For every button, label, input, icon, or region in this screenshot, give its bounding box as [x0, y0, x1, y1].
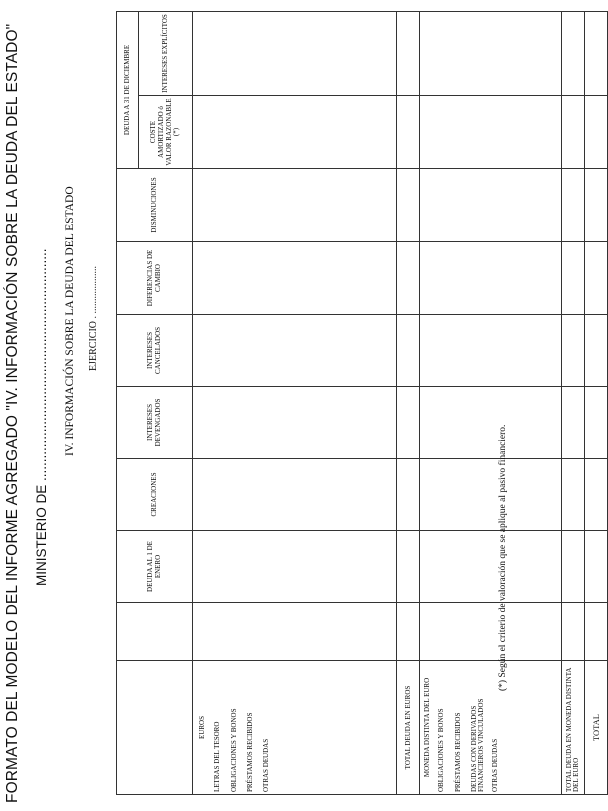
row-obligaciones-2: OBLIGACIONES Y BONOS	[437, 708, 446, 792]
table-row	[420, 11, 562, 794]
row-total-moneda: TOTAL DEUDA EN MONEDA DISTINTA DEL EURO	[562, 661, 585, 795]
col-disminuciones: DISMINUCIONES	[117, 169, 193, 242]
col-coste-amortizado: COSTE AMORTIZADO ó VALOR RAZONABLE (*)	[139, 96, 193, 169]
row-letras: LETRAS DEL TESORO	[213, 721, 222, 792]
row-obligaciones: OBLIGACIONES Y BONOS	[229, 708, 238, 792]
table-row	[193, 11, 397, 794]
row-euros: EUROS	[198, 716, 206, 739]
row-otras: OTRAS DEUDAS	[262, 738, 271, 792]
header-blank	[117, 661, 193, 795]
ejercicio-line: EJERCICIO . ...................	[88, 266, 99, 371]
moneda-group-cell	[420, 661, 562, 795]
document-title: FORMATO DEL MODELO DEL INFORME AGREGADO "IV. INFORMACIÓN SOBRE LA DEUDA DEL ESTADO"	[4, 23, 21, 803]
row-prestamos-2: PRÉSTAMOS RECIBIDOS	[453, 712, 462, 792]
euros-group-cell	[193, 661, 397, 795]
col-diferencias-cambio: DIFERENCIAS DE CAMBIO	[117, 242, 193, 315]
col-deuda-enero: DEUDA AL 1 DE ENERO	[117, 531, 193, 603]
col-group-deuda-31: DEUDA A 31 DE DICIEMBRE	[117, 11, 139, 168]
row-otras-2: OTRAS DEUDAS	[490, 738, 499, 792]
debt-table	[116, 11, 608, 795]
footnote: (*) Según el criterio de valoración que se aplique al pasivo financiero.	[498, 424, 508, 691]
header-blank-2	[117, 603, 193, 661]
col-intereses-cancelados: INTERESES CANCELADOS	[117, 315, 193, 387]
col-intereses-devengados: INTERESES DEVENGADOS	[117, 387, 193, 459]
ministerio-line: MINISTERIO DE ..............................................................	[34, 248, 49, 586]
col-intereses-explicitos: INTERESES EXPLÍCITOS	[139, 11, 193, 95]
section-subtitle: IV. INFORMACIÓN SOBRE LA DEUDA DEL ESTADO	[64, 186, 76, 456]
row-total-euros: TOTAL DEUDA EN EUROS	[397, 661, 420, 795]
row-moneda-distinta: MONEDA DISTINTA DEL EURO	[423, 677, 431, 778]
col-creaciones: CREACIONES	[117, 459, 193, 531]
table-row	[562, 11, 585, 794]
table-row	[397, 11, 420, 794]
row-derivados: DEUDAS CON DERIVADOS FINANCIEROS VINCULADOS	[470, 698, 486, 792]
row-prestamos: PRÉSTAMOS RECIBIDOS	[246, 712, 255, 792]
row-total: TOTAL	[585, 661, 608, 795]
table-row	[585, 11, 608, 794]
